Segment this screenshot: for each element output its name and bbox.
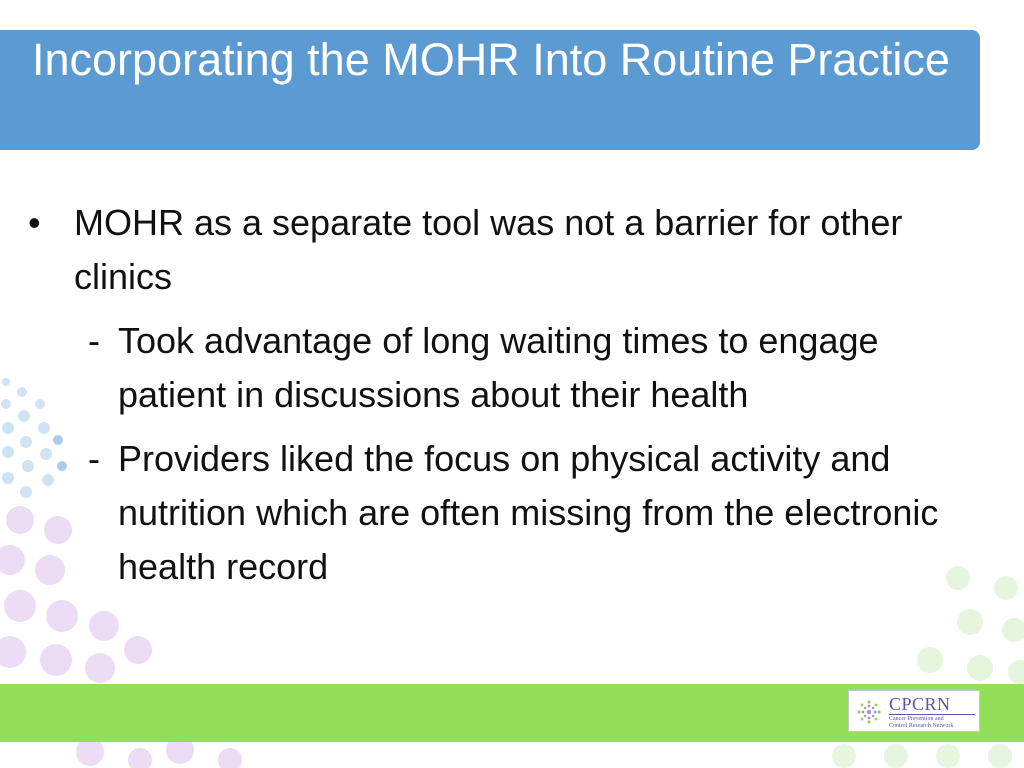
sub-bullet-text: Providers liked the focus on physical activity and nutrition which are often missing from the electronic health record	[118, 438, 939, 587]
sub-bullet-item	[28, 432, 958, 594]
slide-title: Incorporating the MOHR Into Routine Practice	[32, 34, 950, 85]
logo-subtitle-line-2: Control Research Network	[889, 723, 954, 729]
logo-name: CPCRN	[889, 694, 951, 714]
bullet-item	[28, 196, 958, 304]
logo-subtitle-line-1: Cancer Prevention and	[889, 716, 944, 722]
logo-divider	[889, 714, 975, 715]
sub-bullet-text: Took advantage of long waiting times to engage patient in discussions about their health	[118, 320, 879, 415]
sub-bullet-marker: -	[88, 320, 100, 361]
cpcrn-logo	[848, 690, 980, 732]
bullet-text: MOHR as a separate tool was not a barrier for other clinics	[74, 202, 903, 297]
sub-bullet-item	[28, 314, 958, 422]
sub-bullet-marker: -	[88, 438, 100, 479]
slide-body	[28, 196, 958, 594]
bullet-marker: •	[28, 202, 41, 243]
sunburst-logo-icon	[857, 700, 881, 724]
